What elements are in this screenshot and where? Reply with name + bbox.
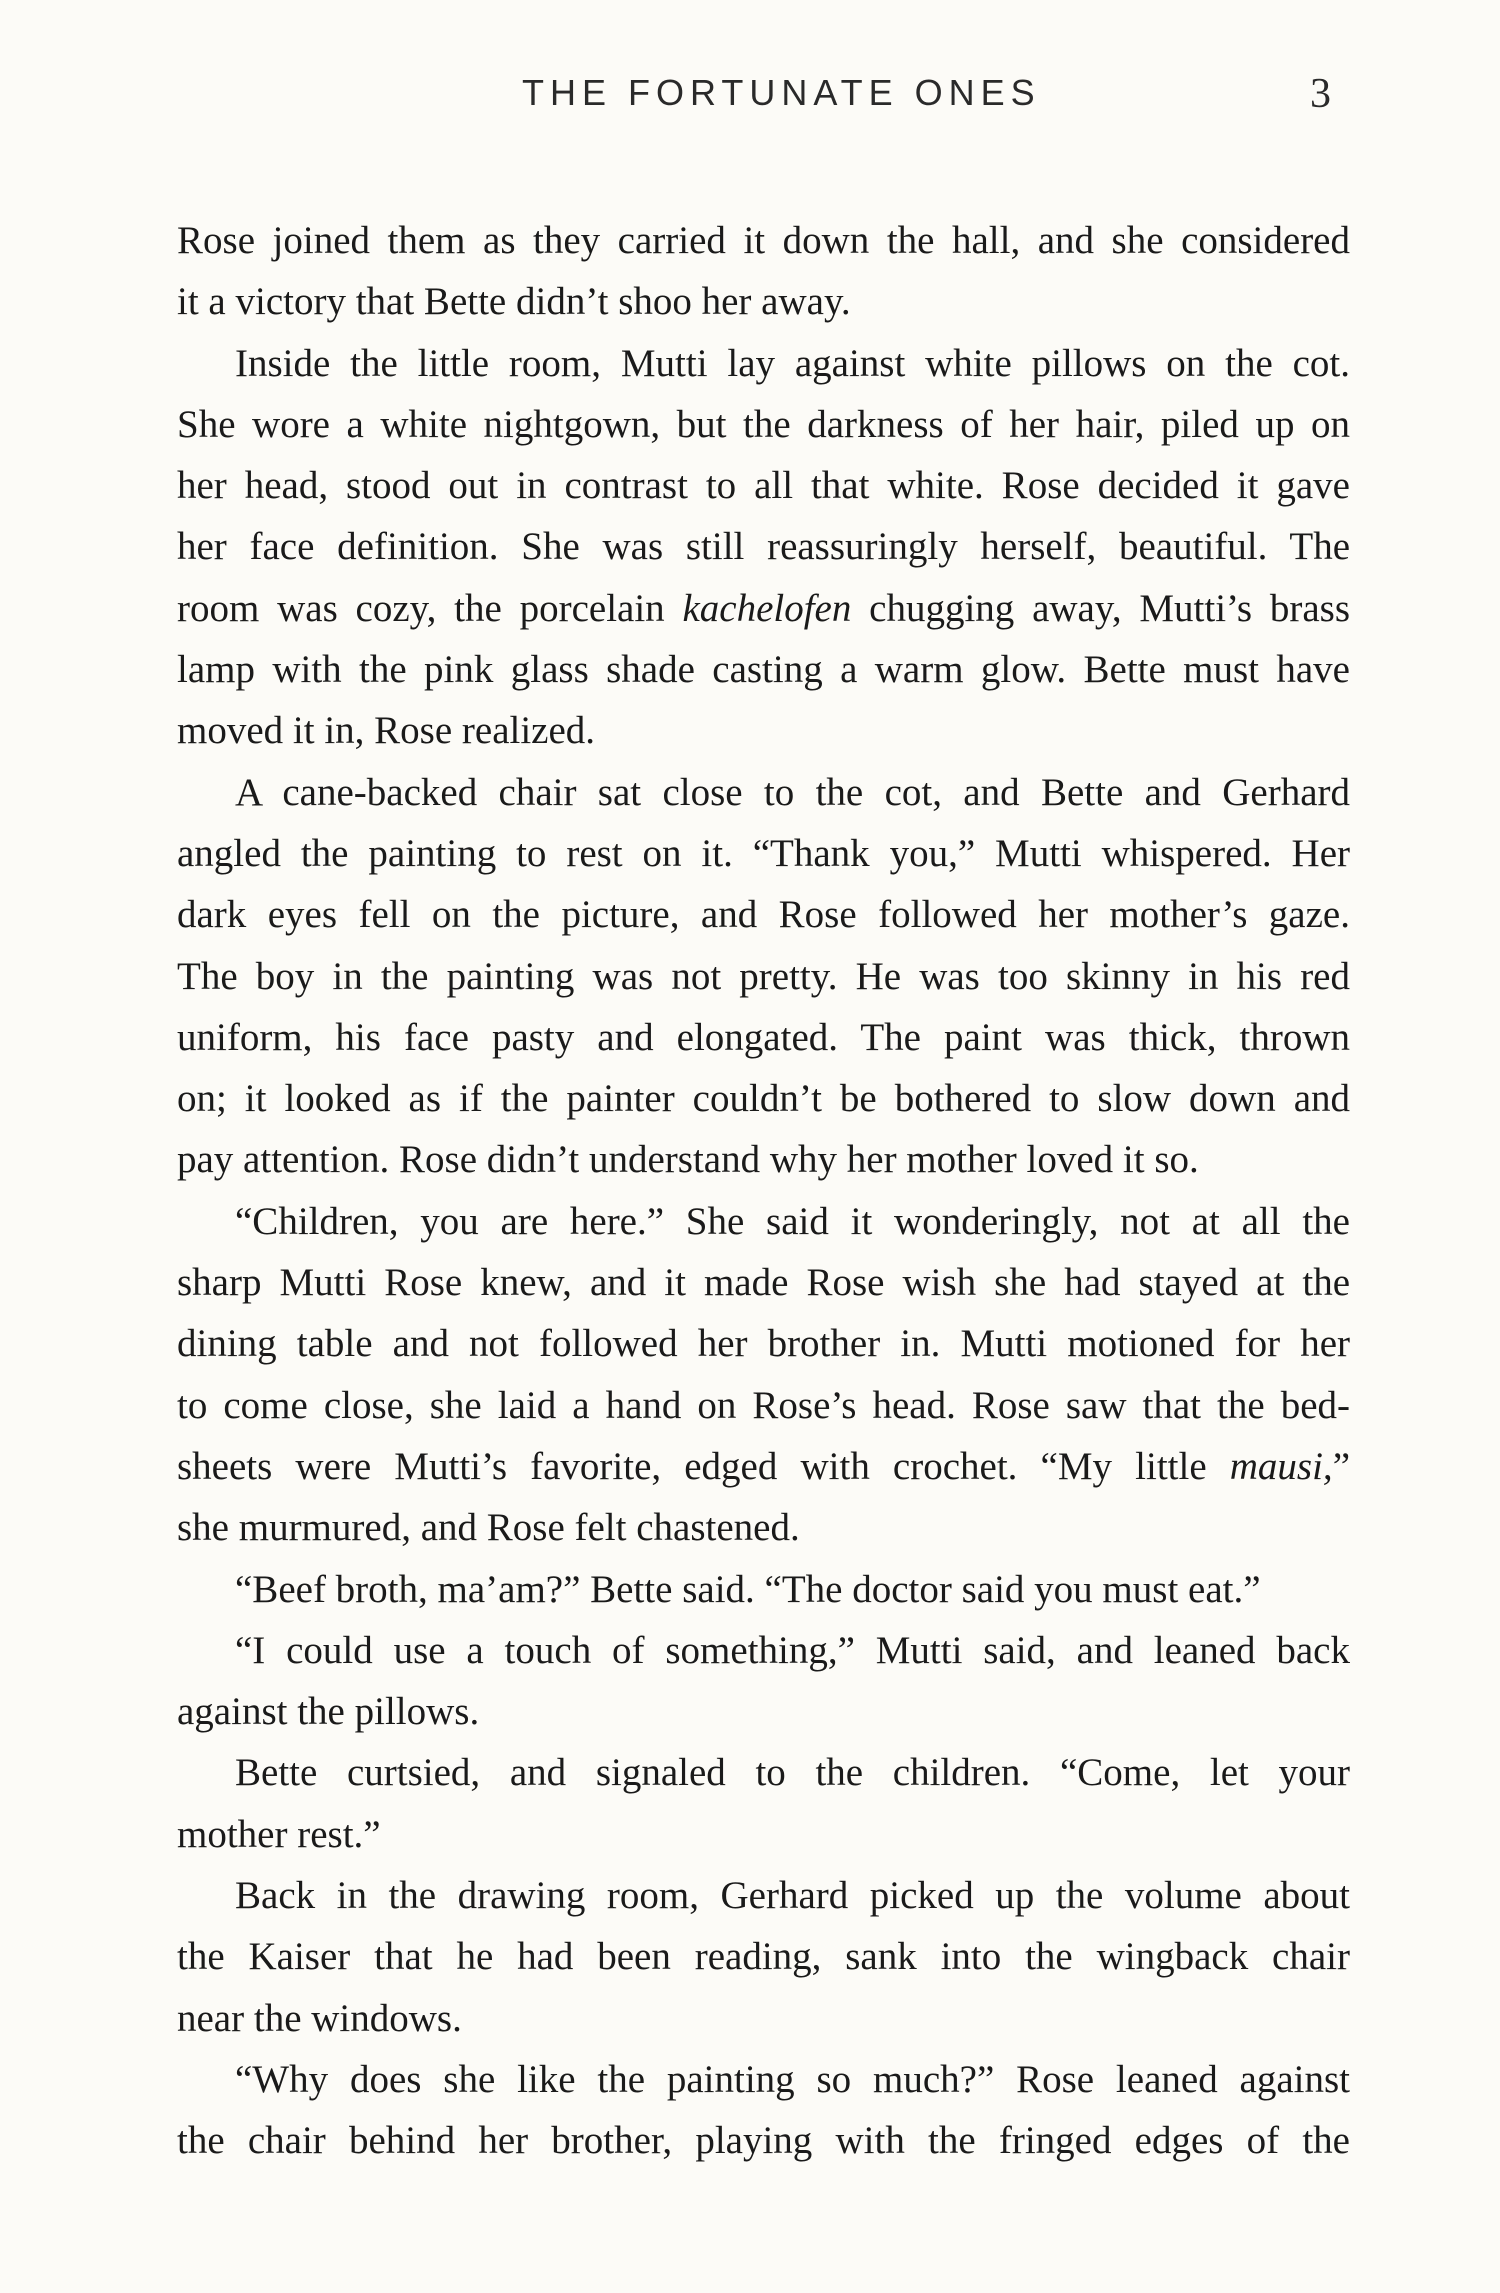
text-line: Bette curtsied, and signaled to the children. “Come, let your: [235, 1751, 1350, 1795]
text-line: dining table and not followed her brother in. Mutti motioned for her: [177, 1322, 1350, 1366]
text-segment: ”: [1332, 1444, 1350, 1488]
text-line: “Beef broth, ma’am?” Bette said. “The doctor said you must eat.”: [235, 1567, 1261, 1611]
running-head: [0, 72, 1500, 122]
text-line: her head, stood out in contrast to all that white. Rose decided it gave: [177, 464, 1350, 508]
text-line: near the windows.: [177, 1996, 462, 2040]
running-title: THE FORTUNATE ONES: [522, 72, 1041, 113]
text-line: to come close, she laid a hand on Rose’s head. Rose saw that the bed-: [177, 1383, 1350, 1427]
text-line: “I could use a touch of something,” Mutti said, and leaned back: [235, 1628, 1350, 1672]
text-line: the Kaiser that he had been reading, sank into the wingback chair: [177, 1935, 1350, 1979]
text-line: her face definition. She was still reassuringly herself, beautiful. The: [177, 525, 1350, 569]
text-line: pay attention. Rose didn’t understand why her mother loved it so.: [177, 1138, 1199, 1182]
text-segment: sheets were Mutti’s favorite, edged with crochet. “My little: [177, 1444, 1230, 1488]
page-number: 3: [1310, 71, 1331, 117]
text-line: angled the painting to rest on it. “Thank you,” Mutti whispered. Her: [177, 831, 1350, 875]
italic-word: mausi,: [1229, 1444, 1333, 1488]
text-line: dark eyes fell on the picture, and Rose followed her mother’s gaze.: [177, 893, 1350, 937]
text-line: “Children, you are here.” She said it wonderingly, not at all the: [235, 1199, 1350, 1243]
text-segment: room was cozy, the porcelain: [177, 586, 683, 630]
text-line: on; it looked as if the painter couldn’t be bothered to slow down and: [177, 1077, 1350, 1121]
text-line: moved it in, Rose realized.: [177, 709, 596, 753]
text-line: it a victory that Bette didn’t shoo her away.: [177, 280, 851, 324]
text-line: Rose joined them as they carried it down the hall, and she considered: [177, 219, 1350, 262]
text-line: against the pillows.: [177, 1690, 480, 1734]
text-line: sharp Mutti Rose knew, and it made Rose wish she had stayed at the: [177, 1261, 1350, 1305]
text-line: uniform, his face pasty and elongated. The paint was thick, thrown: [177, 1015, 1350, 1059]
italic-word: kachelofen: [682, 586, 852, 630]
text-line: “Why does she like the painting so much?” Rose leaned against: [235, 2057, 1350, 2101]
text-line: Inside the little room, Mutti lay against white pillows on the cot.: [235, 341, 1350, 385]
text-line: the chair behind her brother, playing with the fringed edges of the: [177, 2119, 1350, 2163]
text-line: lamp with the pink glass shade casting a warm glow. Bette must have: [177, 648, 1350, 692]
text-line: [177, 1436, 1350, 1497]
text-line: A cane-backed chair sat close to the cot, and Bette and Gerhard: [235, 770, 1350, 814]
body-text: [177, 210, 1350, 2172]
text-line: The boy in the painting was not pretty. He was too skinny in his red: [177, 954, 1350, 998]
text-line: She wore a white nightgown, but the darkness of her hair, piled up on: [177, 402, 1350, 446]
text-line: mother rest.”: [177, 1812, 381, 1856]
text-line: [177, 578, 1350, 639]
text-segment: chugging away, Mutti’s brass: [851, 586, 1350, 630]
text-line: Back in the drawing room, Gerhard picked up the volume about: [235, 1874, 1350, 1918]
text-line: she murmured, and Rose felt chastened.: [177, 1506, 800, 1550]
